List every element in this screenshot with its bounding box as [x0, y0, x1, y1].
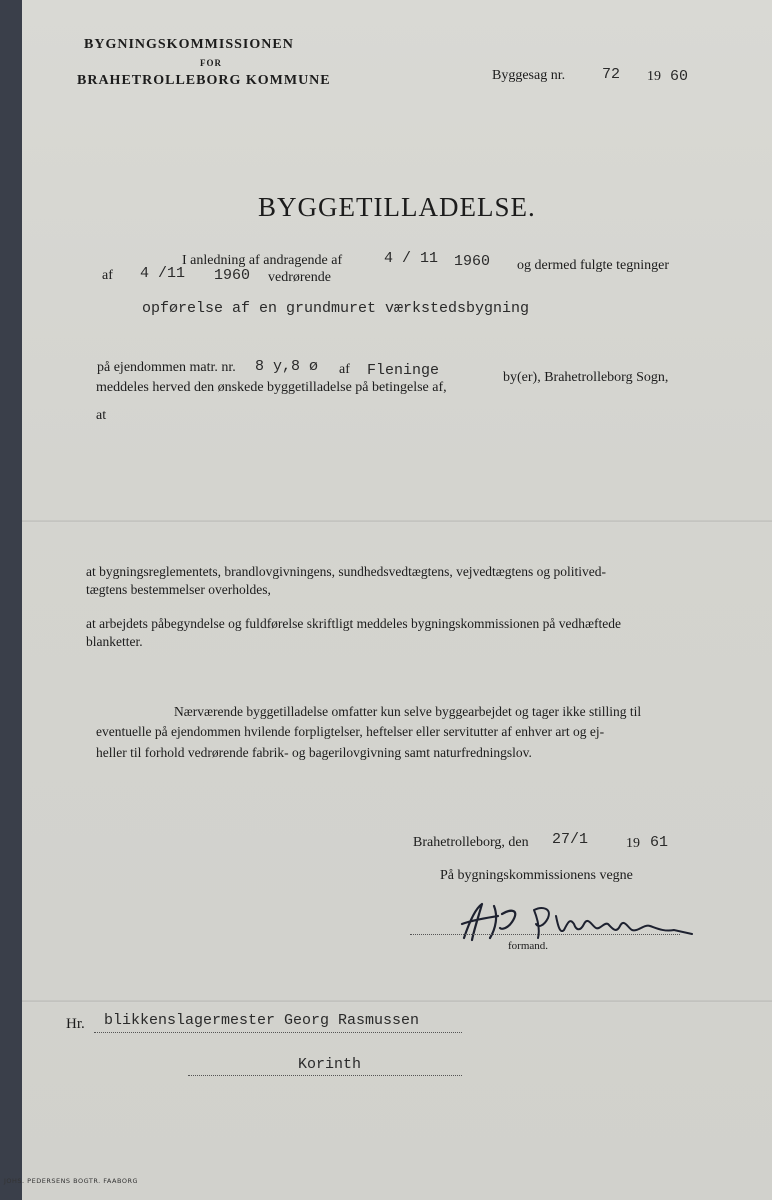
issue-year-suffix: 61 [650, 834, 669, 851]
place-date-label: Brahetrolleborg, den [413, 835, 529, 850]
at-label: at [96, 408, 107, 423]
drawing-date: 4 /11 [140, 265, 186, 282]
recipient-hr: Hr. [66, 1016, 85, 1032]
municipality-name: BRAHETROLLEBORG KOMMUNE [77, 73, 331, 88]
property-prefix: på ejendommen matr. nr. [97, 360, 236, 375]
recipient-place: Korinth [298, 1056, 362, 1073]
org-for: FOR [200, 58, 222, 68]
fold-line [22, 520, 772, 523]
condition-regulations: at bygningsreglementets, brandlovgivningens, sundhedsvedtægtens, vejvedtægtens og politived- [86, 564, 607, 579]
permit-document [4, 0, 772, 1200]
building-subject: opførelse af en grundmuret værkstedsbygning [142, 300, 530, 317]
application-intro: I anledning af andragende af [182, 253, 343, 268]
case-label: Byggesag nr. [492, 68, 566, 83]
application-year: 1960 [454, 253, 491, 270]
regarding-label: vedrørende [268, 270, 331, 285]
grant-text: meddeles herved den ønskede byggetilladelse på betingelse af, [96, 380, 447, 395]
notice-line: eventuelle på ejendommen hvilende forpligtelser, heftelser eller servitutter af enhver art og ej- [96, 724, 605, 739]
printer-imprint: JOHS. PEDERSENS BOGTR. FAABORG [4, 1177, 139, 1185]
on-behalf-text: På bygningskommissionens vegne [440, 868, 633, 883]
condition-notification: at arbejdets påbegyndelse og fuldførelse skriftligt meddeles bygningskommissionen på vedhæftede [86, 616, 621, 631]
matr-number: 8 y,8 ø [255, 358, 319, 375]
issue-year-prefix: 19 [626, 836, 640, 851]
property-af: af [339, 362, 350, 377]
drawings-text: og dermed fulgte tegninger [517, 258, 670, 273]
recipient-name: blikkenslagermester Georg Rasmussen [104, 1012, 420, 1029]
case-year-suffix: 60 [670, 68, 689, 85]
signer-role: formand. [508, 940, 549, 952]
notice-line: heller til forhold vedrørende fabrik- og bagerilovgivning samt naturfredningslov. [96, 745, 532, 760]
signature [442, 898, 702, 948]
notice-line: Nærværende byggetilladelse omfatter kun selve byggearbejdet og tager ikke stilling til [174, 704, 642, 719]
case-number: 72 [602, 66, 621, 83]
parish-text: by(er), Brahetrolleborg Sogn, [503, 370, 669, 385]
application-date: 4 / 11 [384, 250, 439, 267]
condition-notification-cont: blanketter. [86, 634, 143, 649]
case-year-prefix: 19 [647, 69, 661, 84]
fold-line [22, 1000, 772, 1003]
page-title: BYGGETILLADELSE. [258, 192, 536, 222]
drawing-year: 1960 [214, 267, 251, 284]
signature-line [410, 934, 680, 935]
condition-regulations-cont: tægtens bestemmelser overholdes, [86, 582, 271, 597]
village-name: Fleninge [367, 362, 440, 379]
issue-date: 27/1 [552, 831, 589, 848]
af-label: af [102, 268, 113, 283]
org-name: BYGNINGSKOMMISSIONEN [84, 37, 294, 52]
recipient-place-line [188, 1075, 462, 1076]
recipient-name-line [94, 1032, 462, 1033]
